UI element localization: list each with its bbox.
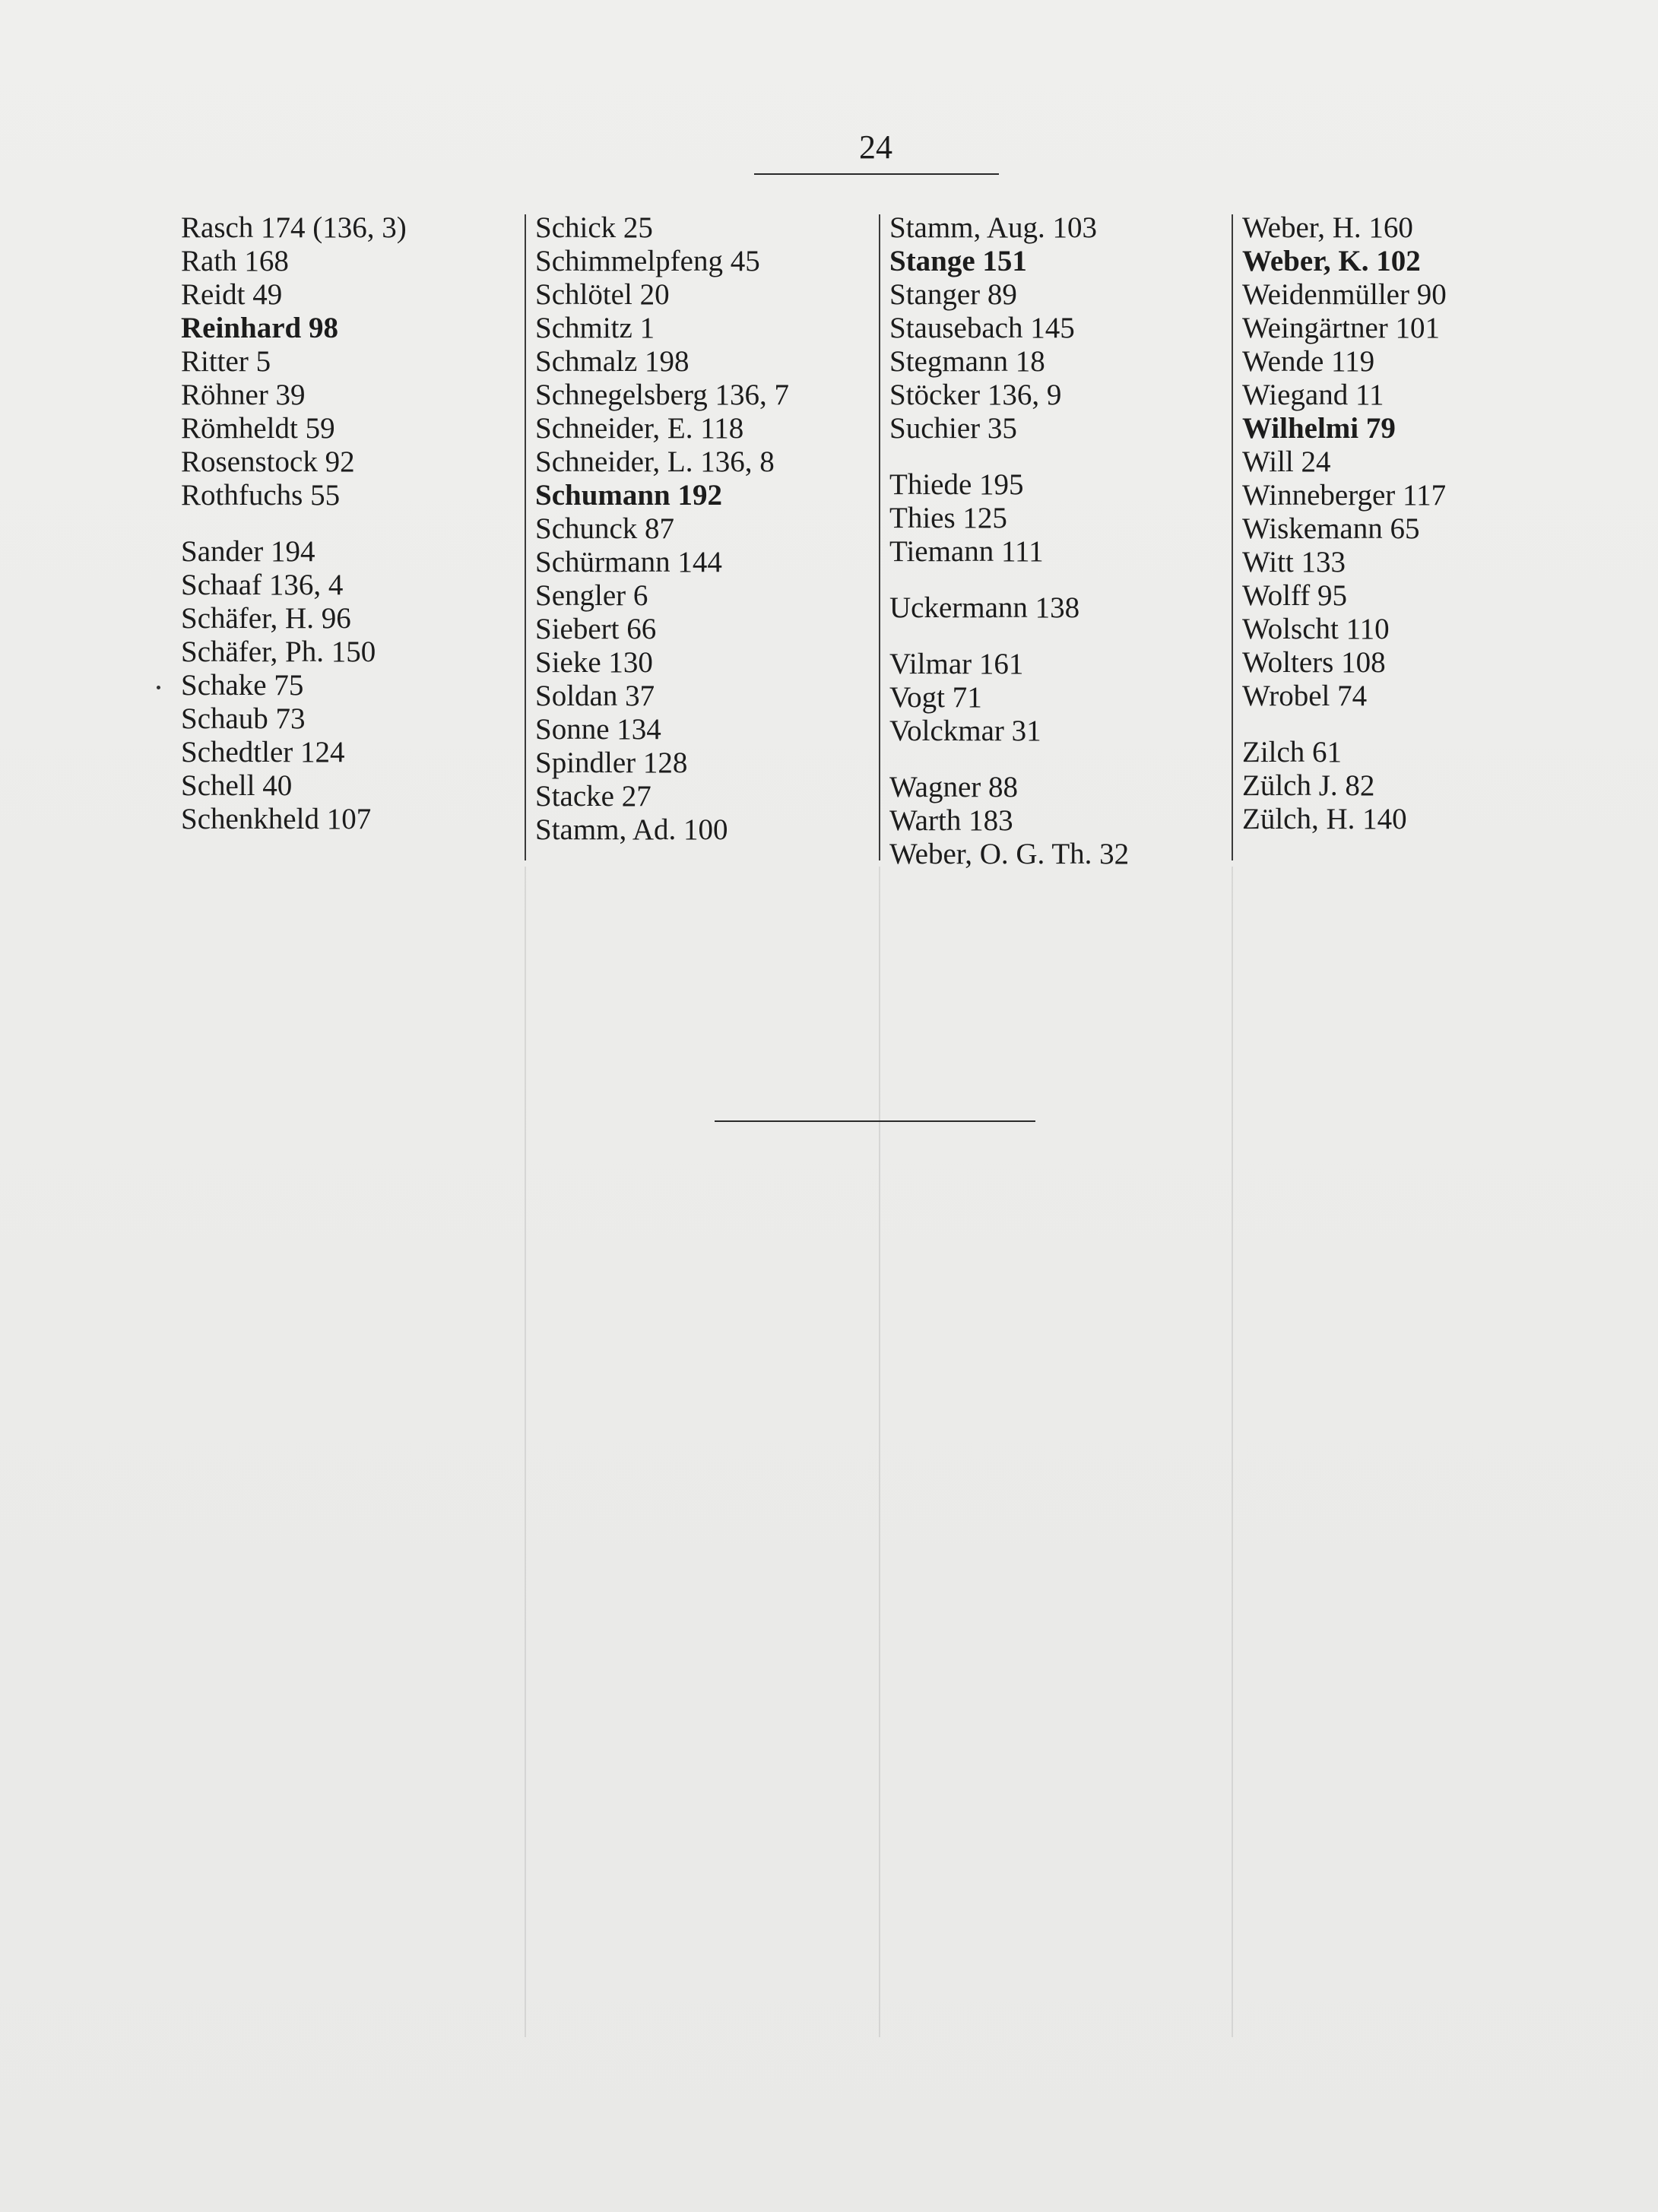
index-entry: Warth 183 [889,804,1013,837]
index-column-3 [889,211,1232,871]
group-spacer [181,512,515,535]
margin-mark [157,686,160,689]
index-entry: Wiskemann 65 [1242,512,1420,545]
group-spacer [889,625,1232,648]
column-divider [1232,214,1233,860]
index-entry: Schneider, E. 118 [535,412,744,445]
header-rule [754,173,999,175]
index-entry: Schunck 87 [535,512,675,545]
index-entry: Stausebach 145 [889,312,1075,344]
index-entry: Schmitz 1 [535,312,655,344]
index-entry: Weidenmüller 90 [1242,278,1447,311]
index-entry: Winneberger 117 [1242,479,1447,512]
index-column-2 [535,211,870,847]
group-spacer [1242,713,1592,736]
index-column-4 [1242,211,1592,836]
index-entry: Schumann 192 [535,479,722,512]
index-entry: Wilhelmi 79 [1242,412,1396,445]
group-spacer [889,569,1232,591]
index-entry: Schaaf 136, 4 [181,569,344,601]
footer-rule [715,1120,1035,1122]
index-entry: Sengler 6 [535,579,648,612]
index-entry: Stange 151 [889,245,1027,277]
index-entry: Schürmann 144 [535,546,722,578]
index-entry: Vogt 71 [889,681,982,714]
group-spacer [889,445,1232,468]
index-entry: Zülch J. 82 [1242,769,1375,802]
index-entry: Thies 125 [889,502,1007,534]
index-entry: Schenkheld 107 [181,803,372,835]
index-entry: Soldan 37 [535,680,655,712]
index-entry: Rosenstock 92 [181,445,355,478]
index-entry: Stamm, Ad. 100 [535,813,728,846]
index-entry: Thiede 195 [889,468,1024,501]
index-entry: Wrobel 74 [1242,680,1368,712]
index-entry: Will 24 [1242,445,1331,478]
index-entry: Wolscht 110 [1242,613,1390,645]
index-entry: Schlötel 20 [535,278,670,311]
index-entry: Stanger 89 [889,278,1017,311]
index-entry: Römheldt 59 [181,412,335,445]
index-entry: Zilch 61 [1242,736,1343,768]
index-entry: Weber, O. G. Th. 32 [889,838,1130,870]
index-entry: Wende 119 [1242,345,1375,378]
index-entry: Schick 25 [535,211,653,244]
column-divider [879,214,880,860]
index-entry: Ritter 5 [181,345,271,378]
index-entry: Tiemann 111 [889,535,1044,568]
index-entry: Weingärtner 101 [1242,312,1441,344]
index-entry: Schedtler 124 [181,736,345,768]
index-entry: Weber, K. 102 [1242,245,1421,277]
index-entry: Schneider, L. 136, 8 [535,445,775,478]
index-entry: Wiegand 11 [1242,379,1384,411]
column-divider-bleed [525,867,526,2037]
index-entry: Schimmelpfeng 45 [535,245,760,277]
group-spacer [889,748,1232,771]
index-entry: Stamm, Aug. 103 [889,211,1098,244]
index-entry: Rasch 174 (136, 3) [181,211,407,244]
index-entry: Schäfer, Ph. 150 [181,635,376,668]
index-entry: Schaub 73 [181,702,306,735]
index-entry: Sieke 130 [535,646,653,679]
index-entry: Reidt 49 [181,278,283,311]
index-entry: Vilmar 161 [889,648,1024,680]
index-entry: Spindler 128 [535,746,688,779]
index-entry: Siebert 66 [535,613,657,645]
index-entry: Witt 133 [1242,546,1346,578]
index-entry: Schake 75 [181,669,304,702]
page-number: 24 [859,128,892,166]
index-entry: Wagner 88 [889,771,1019,803]
index-entry: Rath 168 [181,245,289,277]
index-entry: Stegmann 18 [889,345,1045,378]
index-entry: Zülch, H. 140 [1242,803,1407,835]
index-entry: Weber, H. 160 [1242,211,1413,244]
index-entry: Rothfuchs 55 [181,479,341,512]
index-entry: Schell 40 [181,769,293,802]
index-entry: Sonne 134 [535,713,661,746]
index-entry: Volckmar 31 [889,715,1041,747]
index-entry: Reinhard 98 [181,312,338,344]
index-column-1 [181,211,515,836]
index-entry: Röhner 39 [181,379,306,411]
column-divider [525,214,526,860]
index-entry: Wolff 95 [1242,579,1348,612]
index-entry: Schnegelsberg 136, 7 [535,379,789,411]
column-divider-bleed [879,867,880,2037]
index-entry: Stacke 27 [535,780,651,813]
index-entry: Stöcker 136, 9 [889,379,1062,411]
index-entry: Schäfer, H. 96 [181,602,351,635]
index-entry: Schmalz 198 [535,345,690,378]
index-entry: Sander 194 [181,535,315,568]
index-entry: Wolters 108 [1242,646,1386,679]
index-entry: Suchier 35 [889,412,1017,445]
index-entry: Uckermann 138 [889,591,1080,624]
column-divider-bleed [1232,867,1233,2037]
